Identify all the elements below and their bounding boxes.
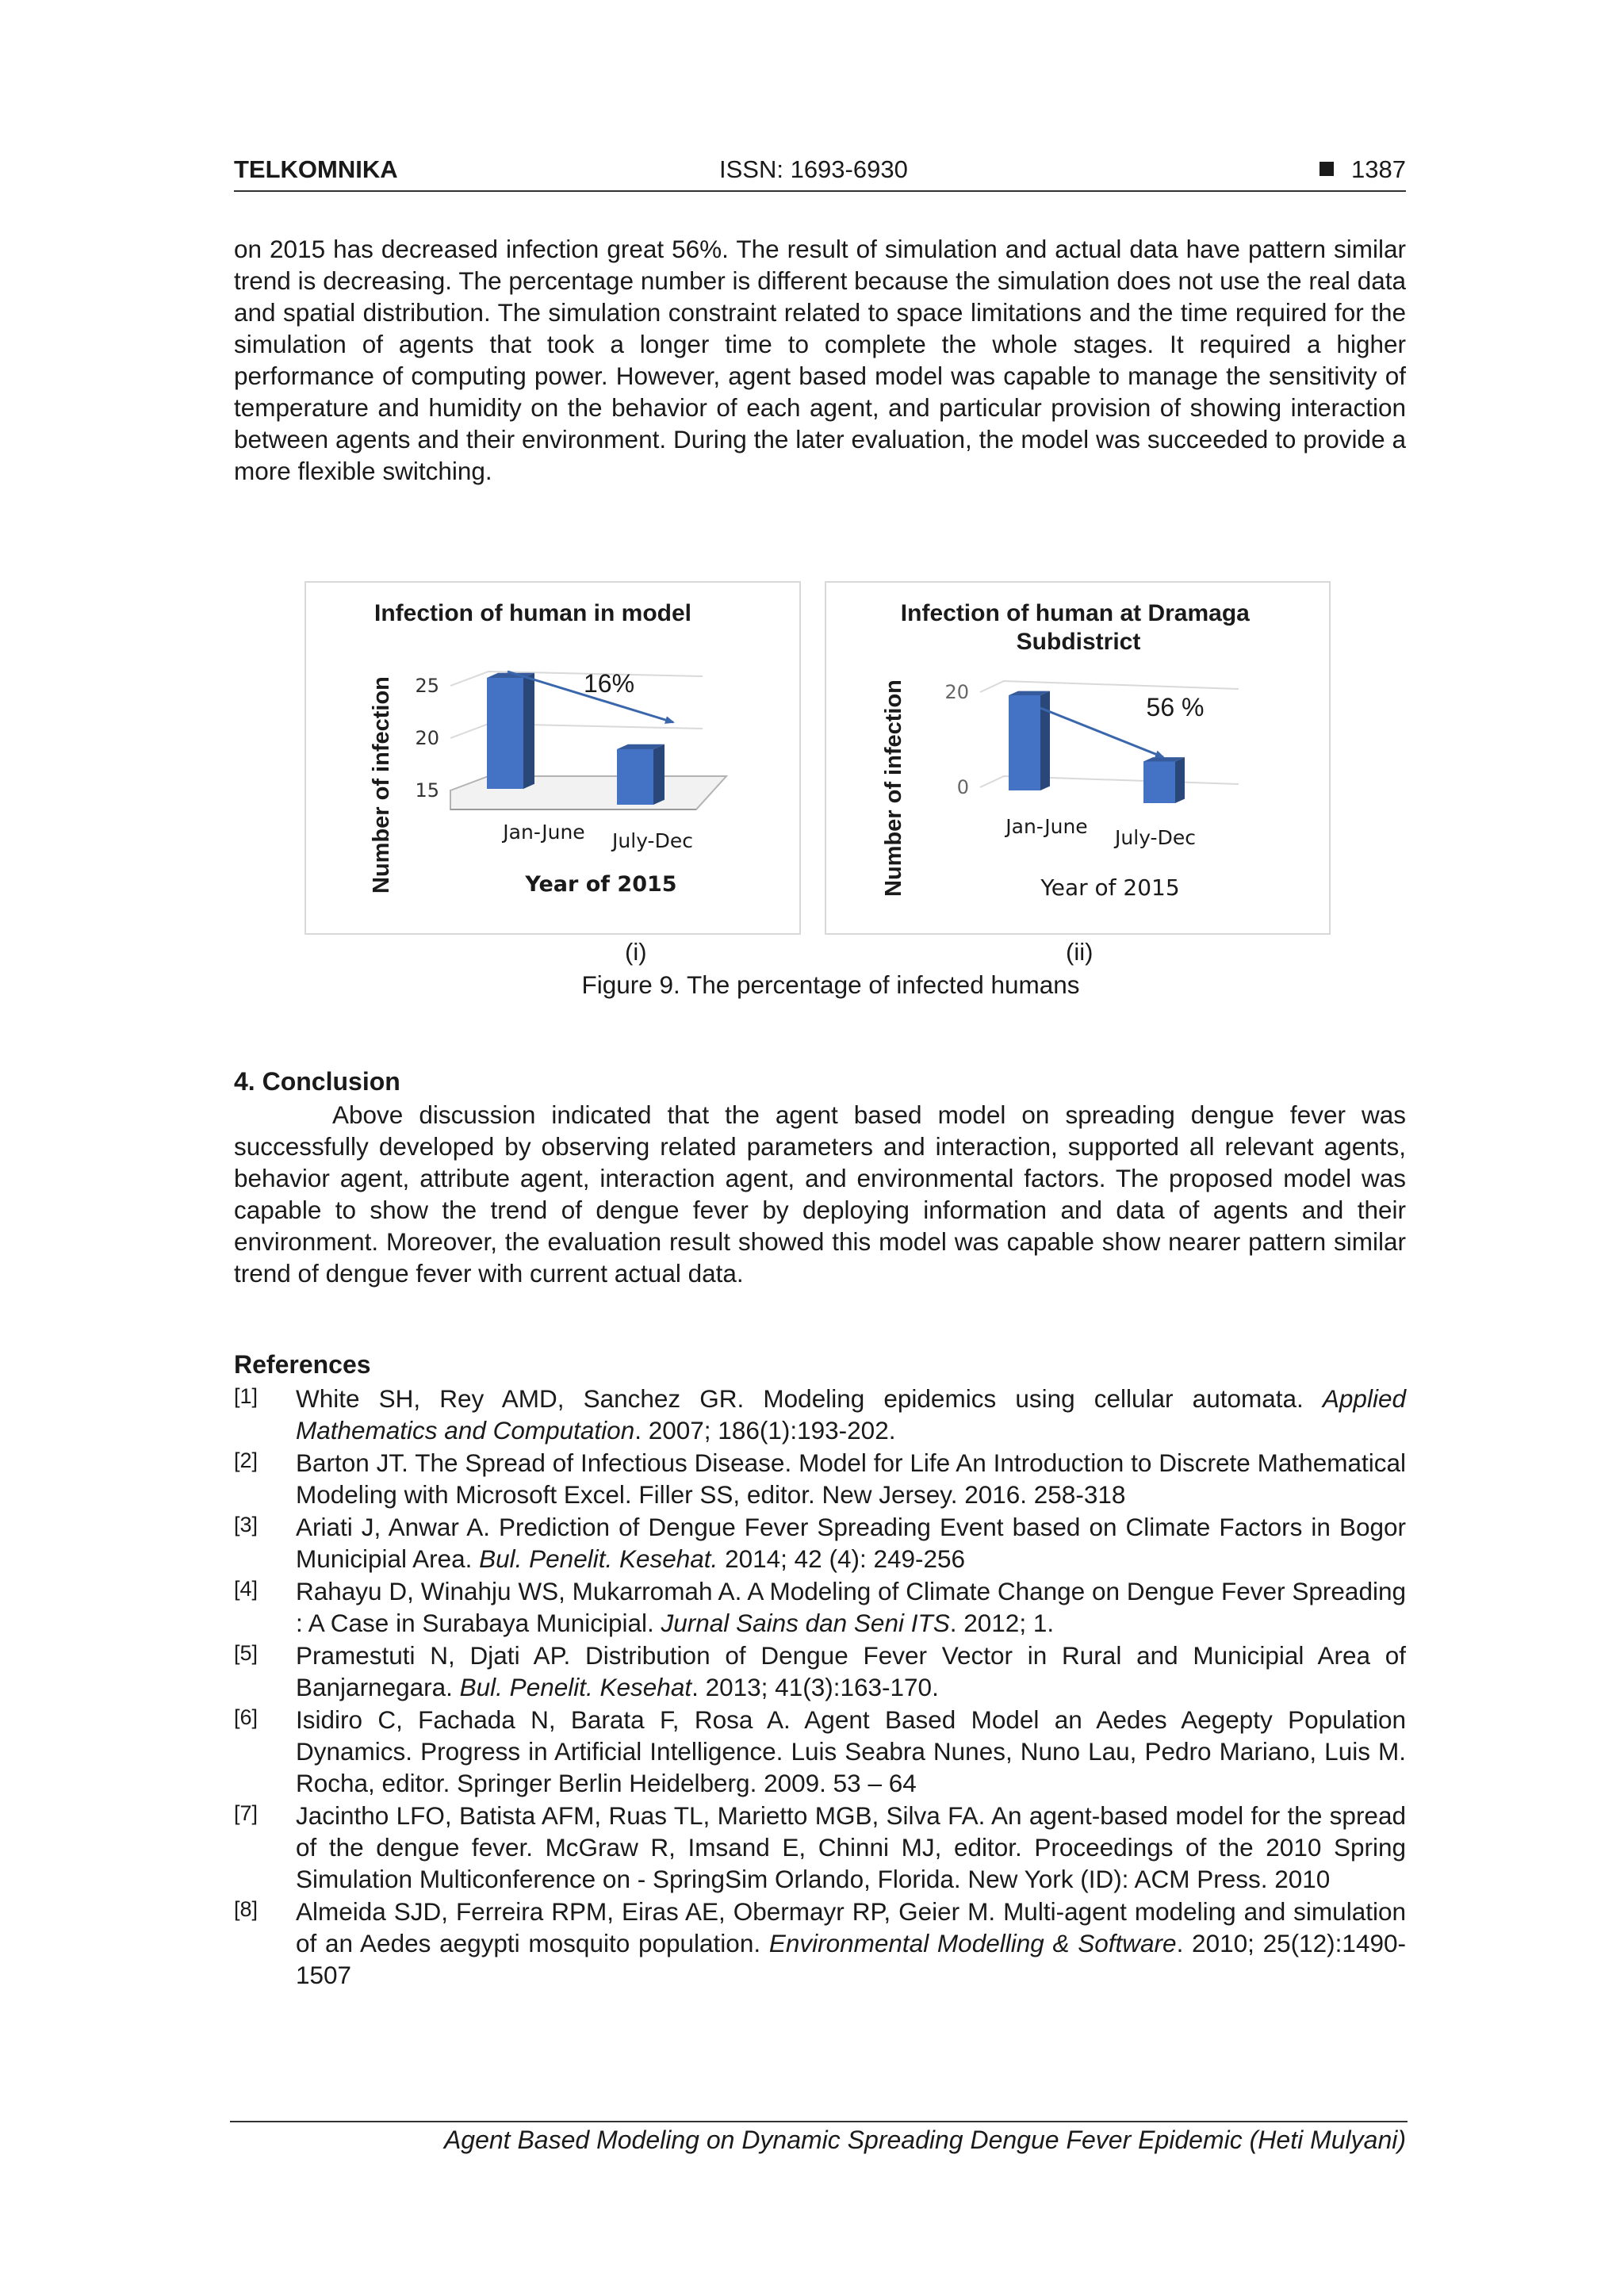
bar-july-dec (617, 744, 665, 805)
y-tick: 20 (944, 681, 969, 703)
bar-side (653, 744, 665, 805)
conclusion-paragraph: Above discussion indicated that the agent based model on spreading dengue fever was successfully developed by observing related parameters and interaction, supported all relevant agents, behavior agent, attribute agent, interaction agent, and environmental factors. The proposed model was capable to show the trend of dengue fever by deploying information and data of agents and their environment. Moreover, the evaluation result showed this model was capable show nearer pattern similar trend of dengue fever with current actual data. (234, 1100, 1406, 1288)
issn: ISSN: 1693-6930 (719, 155, 908, 183)
chart-svg-2 (826, 583, 1329, 933)
percent-annotation: 16% (583, 669, 635, 698)
reference-text: Pramestuti N, Djati AP. Distribution of Dengue Fever Vector in Rural and Municipial Area of Banjarnegara. Bul. Penelit. Kesehat. 2013; 41(3):163-170. (296, 1641, 1406, 1701)
reference-text: Barton JT. The Spread of Infectious Disease. Model for Life An Introduction to Discrete Mathematical Modeling with Microsoft Excel. Filler SS, editor. New Jersey. 2016. 258-318 (296, 1448, 1406, 1509)
reference-number: [7] (234, 1801, 259, 1825)
reference-number: [5] (234, 1641, 259, 1665)
y-tick: 15 (415, 779, 439, 802)
reference-item (234, 1640, 1406, 1703)
reference-item (234, 1896, 1406, 1991)
reference-item (234, 1383, 1406, 1446)
journal-name: TELKOMNIKA (234, 155, 398, 183)
y-axis-label: Number of infection (369, 676, 394, 894)
trend-arrow (1040, 708, 1163, 757)
sub-label-i: (i) (625, 938, 647, 966)
reference-text: Ariati J, Anwar A. Prediction of Dengue Fever Spreading Event based on Climate Factors in Bogor Municipial Area. Bul. Penelit. Kesehat. 2014; 42 (4): 249-256 (296, 1513, 1406, 1573)
figure-caption-text: Figure 9. The percentage of infected humans (581, 970, 1080, 999)
reference-item (234, 1511, 1406, 1575)
reference-text: Jacintho LFO, Batista AFM, Ruas TL, Marietto MGB, Silva FA. An agent-based model for the spread of the dengue fever. McGraw R, Imsand E, Chinni MJ, editor. Proceedings of the 2010 Spring Simulation Multiconference on - SpringSim Orlando, Florida. New York (ID): ACM Press. 2010 (296, 1801, 1406, 1893)
chart-title (901, 600, 1256, 655)
chart-infection-dramaga (825, 581, 1331, 935)
bar-side (523, 673, 534, 789)
reference-text: Rahayu D, Winahju WS, Mukarromah A. A Modeling of Climate Change on Dengue Fever Spreading : A Case in Surabaya Municipial. Jurnal Sains dan Seni ITS. 2012; 1. (296, 1577, 1406, 1637)
footer-rule (230, 2121, 1408, 2122)
reference-item (234, 1575, 1406, 1639)
bar-july-dec (1143, 757, 1185, 803)
reference-list (234, 1383, 1406, 1992)
bar-side (1175, 757, 1185, 803)
y-ticks (415, 675, 439, 802)
y-axis-label: Number of infection (881, 679, 906, 897)
reference-number: [3] (234, 1513, 259, 1536)
reference-number: [8] (234, 1897, 259, 1921)
x-tick-label: Jan-June (1005, 815, 1088, 838)
reference-venue: Environmental Modelling & Software (768, 1929, 1177, 1957)
bar-side (1040, 691, 1050, 790)
bar-jan-june (487, 673, 534, 789)
chart-title: Infection of human in model (374, 600, 691, 626)
reference-text: White SH, Rey AMD, Sanchez GR. Modeling epidemics using cellular automata. Applied Mathematics and Computation. 2007; 186(1):193-202. (296, 1384, 1406, 1445)
reference-number: [4] (234, 1577, 259, 1601)
reference-item (234, 1704, 1406, 1799)
page-number (1320, 155, 1406, 184)
x-tick-label: July-Dec (612, 829, 693, 852)
header-rule (234, 190, 1406, 192)
x-axis-label: Year of 2015 (525, 872, 677, 897)
bar-front (617, 749, 653, 805)
reference-venue: Applied Mathematics and Computation (296, 1384, 1406, 1445)
square-bullet-icon (1320, 162, 1334, 176)
reference-item (234, 1800, 1406, 1895)
bar-front (1143, 762, 1175, 804)
x-tick-label: July-Dec (1115, 826, 1196, 849)
figure-caption (0, 970, 1624, 1000)
chart-svg-1 (306, 583, 799, 933)
reference-venue: Bul. Penelit. Kesehat (459, 1673, 692, 1701)
running-header (234, 155, 1406, 190)
bar-front (1009, 695, 1040, 790)
bar-front (487, 678, 523, 789)
y-tick: 20 (415, 727, 439, 749)
chart-infection-model (304, 581, 801, 935)
x-axis-label: Year of 2015 (1040, 874, 1180, 901)
reference-number: [1] (234, 1384, 259, 1408)
sub-label-ii: (ii) (1066, 938, 1094, 966)
section-title-references: References (234, 1350, 371, 1379)
chart-title-line: Infection of human at Dramaga (900, 600, 1250, 626)
section-title-conclusion: 4. Conclusion (234, 1067, 400, 1096)
reference-venue: Bul. Penelit. Kesehat. (479, 1544, 718, 1573)
reference-text: Almeida SJD, Ferreira RPM, Eiras AE, Obermayr RP, Geier M. Multi-agent modeling and simulation of an Aedes aegypti mosquito population. Environmental Modelling & Software. 2010; 25(12):1490-1507 (296, 1897, 1406, 1989)
y-tick: 25 (415, 675, 439, 697)
body-paragraph: on 2015 has decreased infection great 56%. The result of simulation and actual data have pattern similar trend is decreasing. The percentage number is different because the simulation does not use the real data and spatial distribution. The simulation constraint related to space limitations and the time required for the simulation of agents that took a longer time to complete the whole stages. It required a higher performance of computing power. However, agent based model was capable to manage the sensitivity of temperature and humidity on the behavior of each agent, and particular provision of showing interaction between agents and their environment. During the later evaluation, the model was succeeded to provide a more flexible switching. (234, 235, 1406, 485)
page-number-value: 1387 (1351, 155, 1406, 183)
bar-jan-june (1009, 691, 1050, 790)
chart-title-line: Subdistrict (1016, 629, 1141, 655)
reference-number: [6] (234, 1705, 259, 1729)
reference-text: Isidiro C, Fachada N, Barata F, Rosa A. Agent Based Model an Aedes Aegepty Population Dynamics. Progress in Artificial Intelligence. Luis Seabra Nunes, Nuno Lau, Pedro Mariano, Luis M. Rocha, editor. Springer Berlin Heidelberg. 2009. 53 – 64 (296, 1705, 1406, 1797)
y-tick: 0 (956, 776, 969, 798)
reference-venue: Jurnal Sains dan Seni ITS (661, 1609, 950, 1637)
reference-item (234, 1447, 1406, 1510)
x-tick-label: Jan-June (503, 821, 585, 844)
reference-number: [2] (234, 1448, 259, 1472)
running-footer: Agent Based Modeling on Dynamic Spreading Dengue Fever Epidemic (Heti Mulyani) (443, 2126, 1406, 2154)
percent-annotation: 56 % (1146, 693, 1205, 721)
